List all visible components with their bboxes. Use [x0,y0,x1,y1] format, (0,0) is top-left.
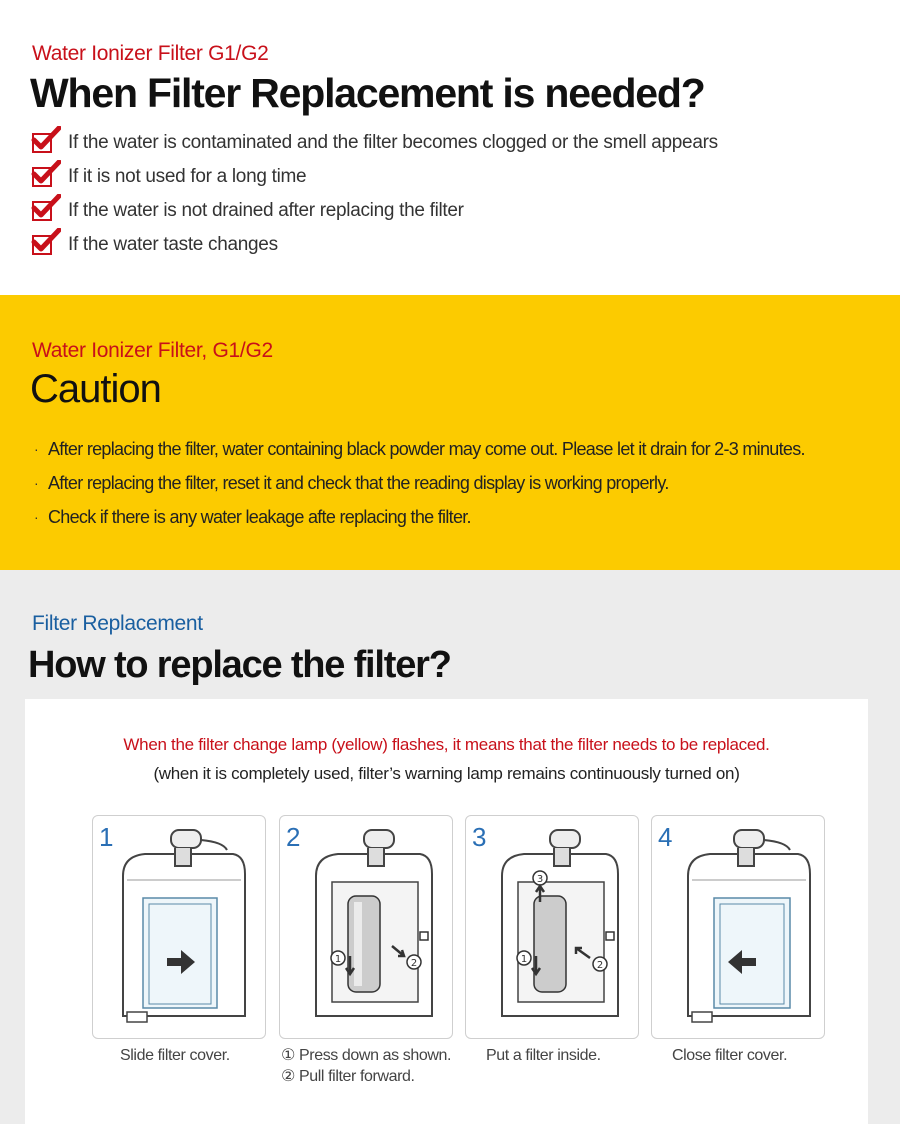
svg-text:1: 1 [334,954,342,965]
caption-line: Close filter cover. [672,1047,788,1064]
close-cover-illustration [652,816,825,1039]
checklist-item [32,126,718,160]
caution-item [34,466,805,500]
step-number: 3 [472,822,487,852]
section-subtitle: Water Ionizer Filter G1/G2 [32,42,269,65]
lamp-notice-detail: (when it is completely used, filter’s warning lamp remains continuously turned on) [153,764,740,783]
step-2-panel [279,815,453,1039]
caption-line: Slide filter cover. [120,1047,230,1064]
checklist-item [32,228,718,262]
step-3-caption [486,1045,601,1066]
bullet-dot-icon: · [34,475,38,491]
step-4-panel [651,815,825,1039]
caption-line: ① Press down as shown. [281,1047,452,1064]
checklist-text: If the water is contaminated and the filter becomes clogged or the smell appears [68,132,718,153]
section-subtitle: Water Ionizer Filter, G1/G2 [32,339,273,362]
bullet-dot-icon: · [34,509,38,525]
caution-text: Check if there is any water leakage afte replacing the filter. [48,506,471,527]
checklist-text: If it is not used for a long time [68,166,307,187]
step-3-panel [465,815,639,1039]
svg-text:2: 2 [410,958,418,969]
svg-text:2: 2 [596,960,604,971]
caution-text: After replacing the filter, water containing black powder may come out. Please let it drain for 2-3 minutes. [48,438,805,459]
checklist-text: If the water taste changes [68,234,278,255]
press-pull-illustration [280,816,453,1039]
insert-filter-illustration [466,816,639,1039]
checklist-item [32,194,718,228]
step-2-caption [281,1045,451,1087]
svg-text:1: 1 [520,954,528,965]
caution-text: After replacing the filter, reset it and check that the reading display is working properly. [48,472,669,493]
bullet-dot-icon: · [34,441,38,457]
section-subtitle: Filter Replacement [32,612,203,635]
step-4-caption [672,1045,787,1066]
step-1-caption [120,1045,230,1066]
caption-line: ② Pull filter forward. [281,1068,415,1085]
checkmark-icon [32,235,52,255]
caution-item [34,432,805,466]
checkmark-icon [32,201,52,221]
reason-checklist [32,126,718,262]
section-title: Caution [30,367,161,411]
caution-item [34,500,805,534]
slide-cover-illustration [93,816,266,1039]
instruction-card [25,699,868,1129]
when-replace-section [0,0,900,295]
lamp-notice: When the filter change lamp (yellow) flashes, it means that the filter needs to be replaced. [123,735,770,754]
caption-line: Put a filter inside. [486,1047,601,1064]
section-title: How to replace the filter? [28,644,451,686]
step-1-panel [92,815,266,1039]
step-number: 1 [99,822,114,852]
checklist-item [32,160,718,194]
step-number: 2 [286,822,301,852]
caution-list [34,432,805,534]
checklist-text: If the water is not drained after replacing the filter [68,200,464,221]
svg-text:3: 3 [536,874,544,885]
checkmark-icon [32,167,52,187]
how-to-section [0,570,900,1124]
caution-section [0,295,900,570]
checkmark-icon [32,133,52,153]
section-title: When Filter Replacement is needed? [30,70,705,116]
step-number: 4 [658,822,673,852]
